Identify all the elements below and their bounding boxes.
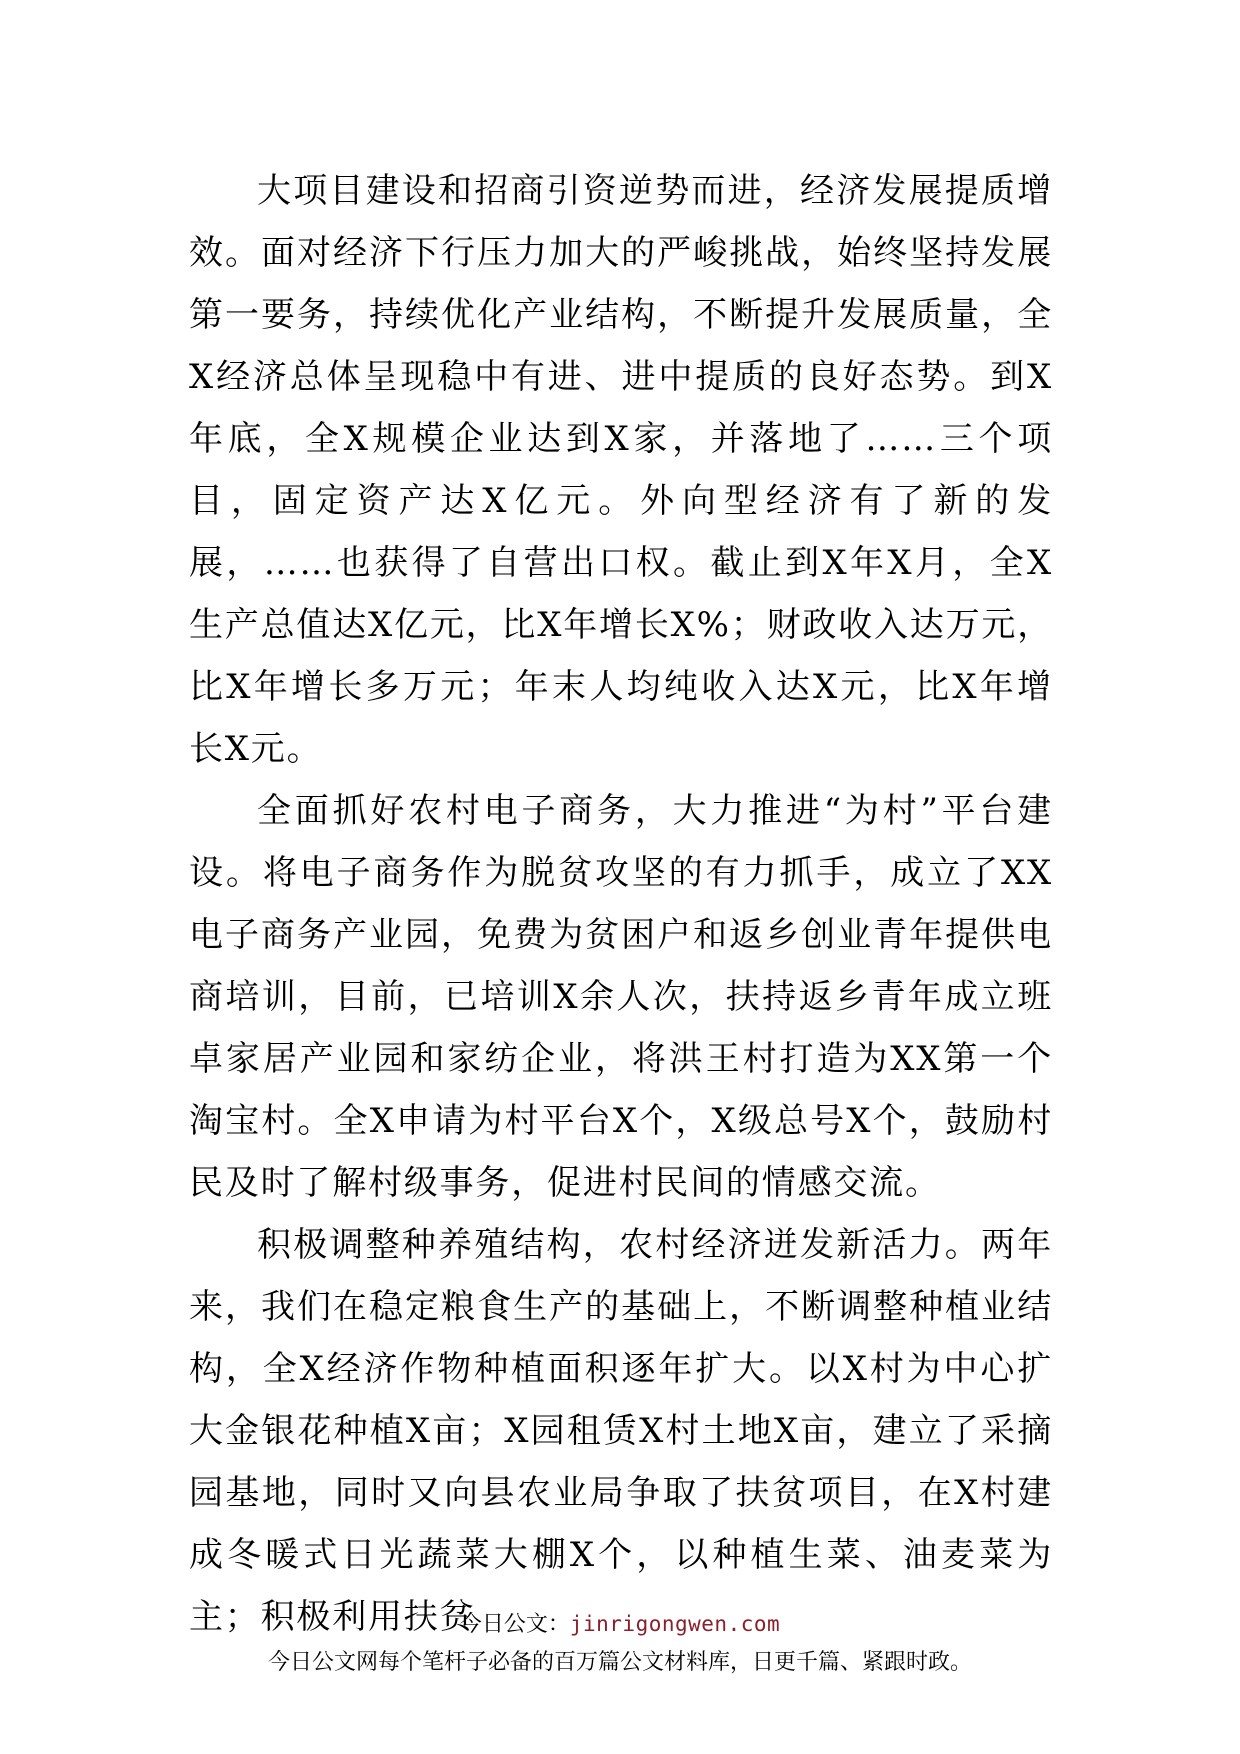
footer-source xyxy=(0,1609,1240,1640)
footer-url-link[interactable]: jinrigongwen.com xyxy=(569,1612,781,1636)
paragraph-economy: 大项目建设和招商引资逆势而进，经济发展提质增效。面对经济下行压力加大的严峻挑战，始终坚持发展第一要务，持续优化产业结构，不断提升发展质量，全X经济总体呈现稳中有进、进中提质的良好态势。到X年底，全X规模企业达到X家，并落地了……三个项目，固定资产达X亿元。外向型经济有了新的发展，……也获得了自营出口权。截止到X年X月，全X生产总值达X亿元，比X年增长X%；财政收入达万元，比X年增长多万元；年末人均纯收入达X元，比X年增长X元。 xyxy=(189,171,1053,769)
document-body xyxy=(189,160,1053,1648)
paragraph-ecommerce: 全面抓好农村电子商务，大力推进“为村”平台建设。将电子商务作为脱贫攻坚的有力抓手，成立了XX电子商务产业园，免费为贫困户和返乡创业青年提供电商培训，目前，已培训X余人次，扶持返乡青年成立班卓家居产业园和家纺企业，将洪王村打造为XX第一个淘宝村。全X申请为村平台X个，X级总号X个，鼓励村民及时了解村级事务，促进村民间的情感交流。 xyxy=(189,791,1053,1203)
footer-slogan: 今日公文网每个笔杆子必备的百万篇公文材料库，日更千篇、紧跟时政。 xyxy=(267,1650,972,1675)
paragraph-agriculture: 积极调整种养殖结构，农村经济迸发新活力。两年来，我们在稳定粮食生产的基础上，不断调整种植业结构，全X经济作物种植面积逐年扩大。以X村为中心扩大金银花种植X亩；X园租赁X村土地X亩，建立了采摘园基地，同时又向县农业局争取了扶贫项目，在X村建成冬暖式日光蔬菜大棚X个，以种植生菜、油麦菜为主；积极利用扶贫 xyxy=(189,1225,1053,1637)
footer-label: 今日公文： xyxy=(459,1612,570,1637)
